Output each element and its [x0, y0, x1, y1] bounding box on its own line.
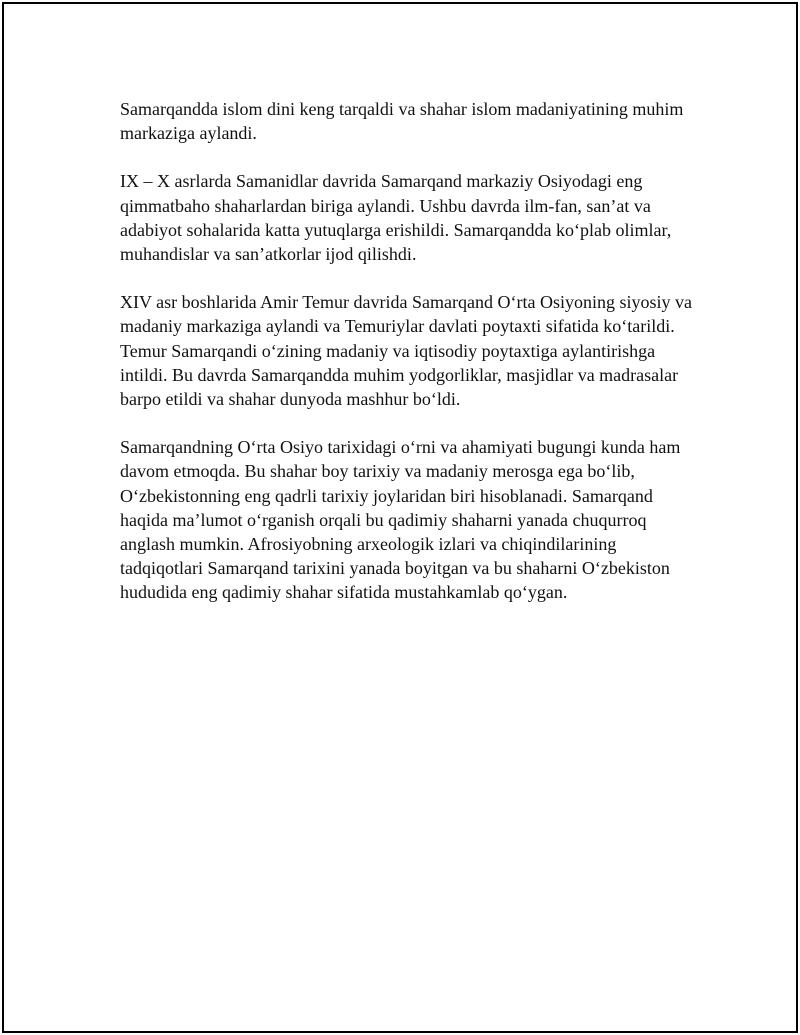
paragraph-4: Samarqandning O‘rta Osiyo tarixidagi o‘rni va ahamiyati bugungi kunda ham davom etmoqda. Bu shahar boy tarixiy va madaniy merosga ega bo‘lib, O‘zbekistonning eng qadrli tarixiy joylaridan biri hisoblanadi. Samarqand haqida ma’lumot o‘rganish orqali bu qadimiy shaharni yanada chuqurroq anglash mumkin. Afrosiyobning arxeologik izlari va chiqindilarining tadqiqotlari Samarqand tarixini yanada boyitgan va bu shaharni O‘zbekiston hududida eng qadimiy shahar sifatida mustahkamlab qo‘ygan.: [120, 437, 681, 603]
paragraph-1: Samarqandda islom dini keng tarqaldi va shahar islom madaniyatining muhim markaziga aylandi.: [120, 99, 684, 144]
document-page: [2, 2, 798, 1033]
document-body: [120, 97, 692, 629]
paragraph-3: XIV asr boshlarida Amir Temur davrida Samarqand O‘rta Osiyoning siyosiy va madaniy markaziga aylandi va Temuriylar davlati poytaxti sifatida ko‘tarildi. Temur Samarqandi o‘zining madaniy va iqtisodiy poytaxtiga aylantirishga intildi. Bu davrda Samarqandda muhim yodgorliklar, masjidlar va madrasalar barpo etildi va shahar dunyoda mashhur bo‘ldi.: [120, 292, 692, 410]
paragraph-2: IX – X asrlarda Samanidlar davrida Samarqand markaziy Osiyodagi eng qimmatbaho shaharlardan biriga aylandi. Ushbu davrda ilm-fan, san’at va adabiyot sohalarida katta yutuqlarga erishildi. Samarqandda ko‘plab olimlar, muhandislar va san’atkorlar ijod qilishdi.: [120, 171, 672, 265]
